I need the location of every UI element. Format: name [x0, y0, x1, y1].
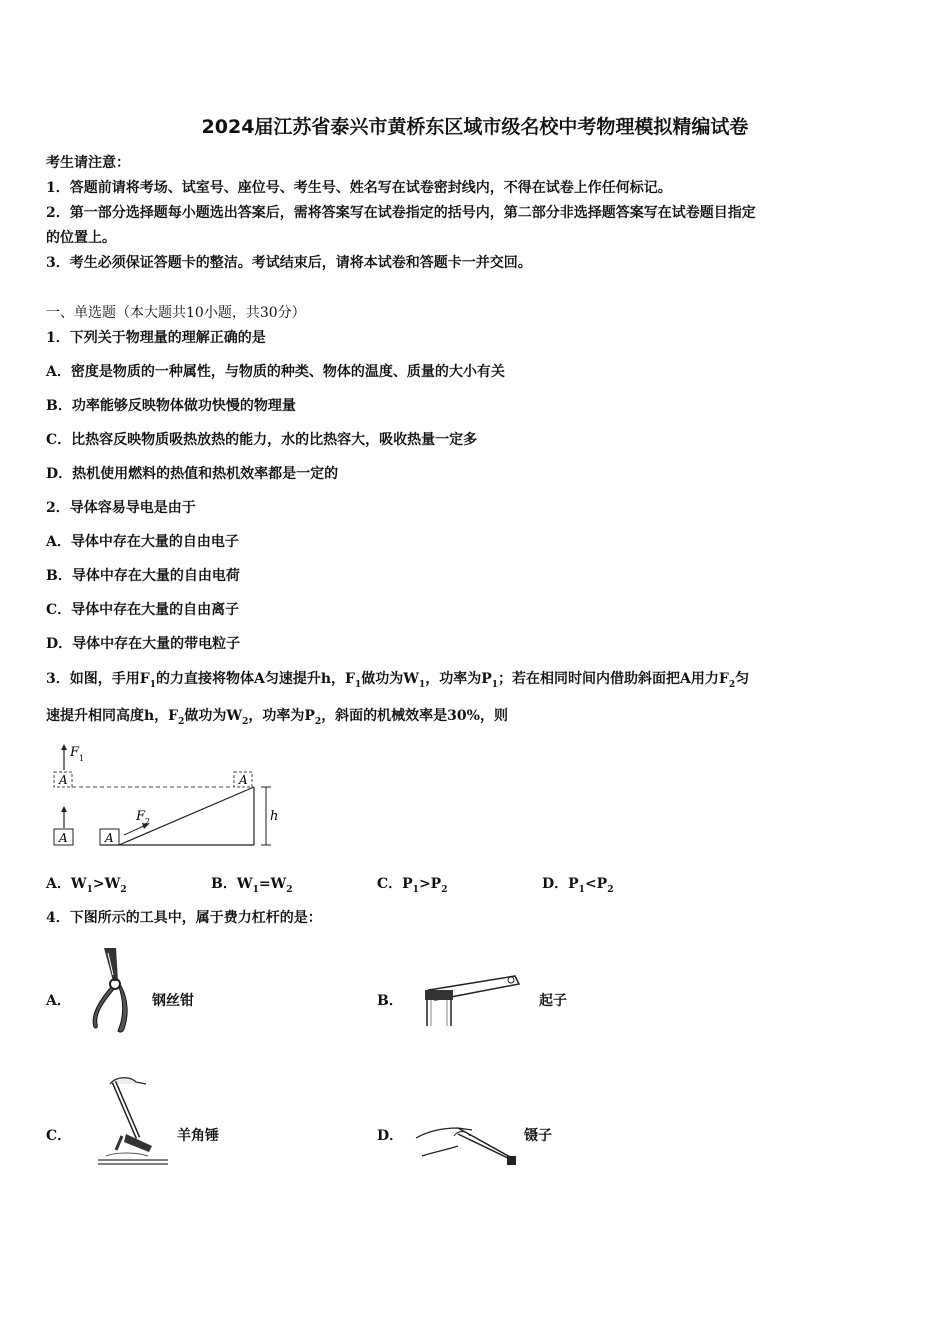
block-a-label: A: [59, 831, 68, 845]
question-4-option-c-name: 羊角锤: [177, 1128, 219, 1144]
block-a-label: A: [239, 773, 248, 787]
section-heading: 一、单选题（本大题共10小题，共30分）: [46, 305, 306, 321]
question-4-option-d-letter: D．: [377, 1128, 404, 1144]
question-3-option-b: B．$W_1=W_2$: [211, 876, 293, 895]
question-2-option-c: C．导体中存在大量的自由离子: [46, 602, 240, 618]
tweezers-icon: [414, 1112, 524, 1170]
question-3-option-a: A．$W_1>W_2$: [46, 876, 127, 895]
question-1-option-c: C．比热容反映物质吸热放热的能力，水的比热容大，吸收热量一定多: [46, 432, 478, 448]
notice-heading: 考生请注意：: [46, 155, 130, 171]
incline-diagram: [44, 740, 294, 855]
label-f1-sub: 1: [79, 754, 85, 763]
notice-item: 的位置上。: [46, 230, 116, 246]
question-1-option-d: D．热机使用燃料的热值和热机效率都是一定的: [46, 466, 339, 482]
question-4-option-a-letter: A．: [46, 993, 71, 1009]
question-4-option-b-name: 起子: [539, 993, 567, 1009]
question-2-option-b: B．导体中存在大量的自由电荷: [46, 568, 240, 584]
question-1-option-b: B．功率能够反映物体做功快慢的物理量: [46, 398, 296, 414]
notice-item: 3．考生必须保证答题卡的整洁。考试结束后，请将本试卷和答题卡一并交回。: [46, 255, 532, 271]
question-2-option-d: D．导体中存在大量的带电粒子: [46, 636, 241, 652]
question-4-option-d-name: 镊子: [524, 1128, 552, 1144]
question-4-option-a-name: 钢丝钳: [152, 993, 194, 1009]
force-f2-arrow: [124, 825, 146, 835]
question-4-stem: 4．下图所示的工具中，属于费力杠杆的是：: [46, 910, 322, 926]
notice-item: 2．第一部分选择题每小题选出答案后，需将答案写在试卷指定的括号内，第二部分非选择题答案写在试卷题目指定: [46, 205, 756, 221]
label-f1: F: [70, 745, 80, 760]
question-1-option-a: A．密度是物质的一种属性，与物质的种类、物体的温度、质量的大小有关: [46, 364, 505, 380]
question-2-option-a: A．导体中存在大量的自由电子: [46, 534, 239, 550]
question-4-option-c-letter: C．: [46, 1128, 72, 1144]
question-3-stem-line-1: 3．如图，手用$F_1$的力直接将物体A匀速提升h，$F_1$做功为$W_1$，功率为$P_1$；若在相同时间内借助斜面把A用力$F_2$匀: [46, 671, 750, 690]
block-a-label: A: [105, 831, 114, 845]
label-h: h: [270, 809, 279, 824]
claw-hammer-icon: [96, 1072, 170, 1168]
block-a-label: A: [59, 773, 68, 787]
notice-item: 1．答题前请将考场、试室号、座位号、考生号、姓名写在试卷密封线内，不得在试卷上作任何标记。: [46, 180, 672, 196]
page-title: 2024届江苏省泰兴市黄桥东区域市级名校中考物理模拟精编试卷: [201, 116, 749, 138]
question-1-stem: 1．下列关于物理量的理解正确的是: [46, 330, 266, 346]
question-2-stem: 2．导体容易导电是由于: [46, 500, 196, 516]
question-4-option-b-letter: B．: [377, 993, 403, 1009]
question-3-option-c: C．$P_1>P_2$: [377, 876, 448, 895]
pliers-icon: [82, 945, 144, 1037]
label-f2-sub: 2: [145, 817, 151, 826]
bottle-opener-icon: [415, 968, 530, 1028]
question-3-option-d: D．$P_1<P_2$: [542, 876, 614, 895]
label-f2: F: [136, 809, 146, 824]
question-3-stem-line-2: 速提升相同高度h，$F_2$做功为$W_2$，功率为$P_2$，斜面的机械效率是30%，则: [46, 708, 508, 727]
